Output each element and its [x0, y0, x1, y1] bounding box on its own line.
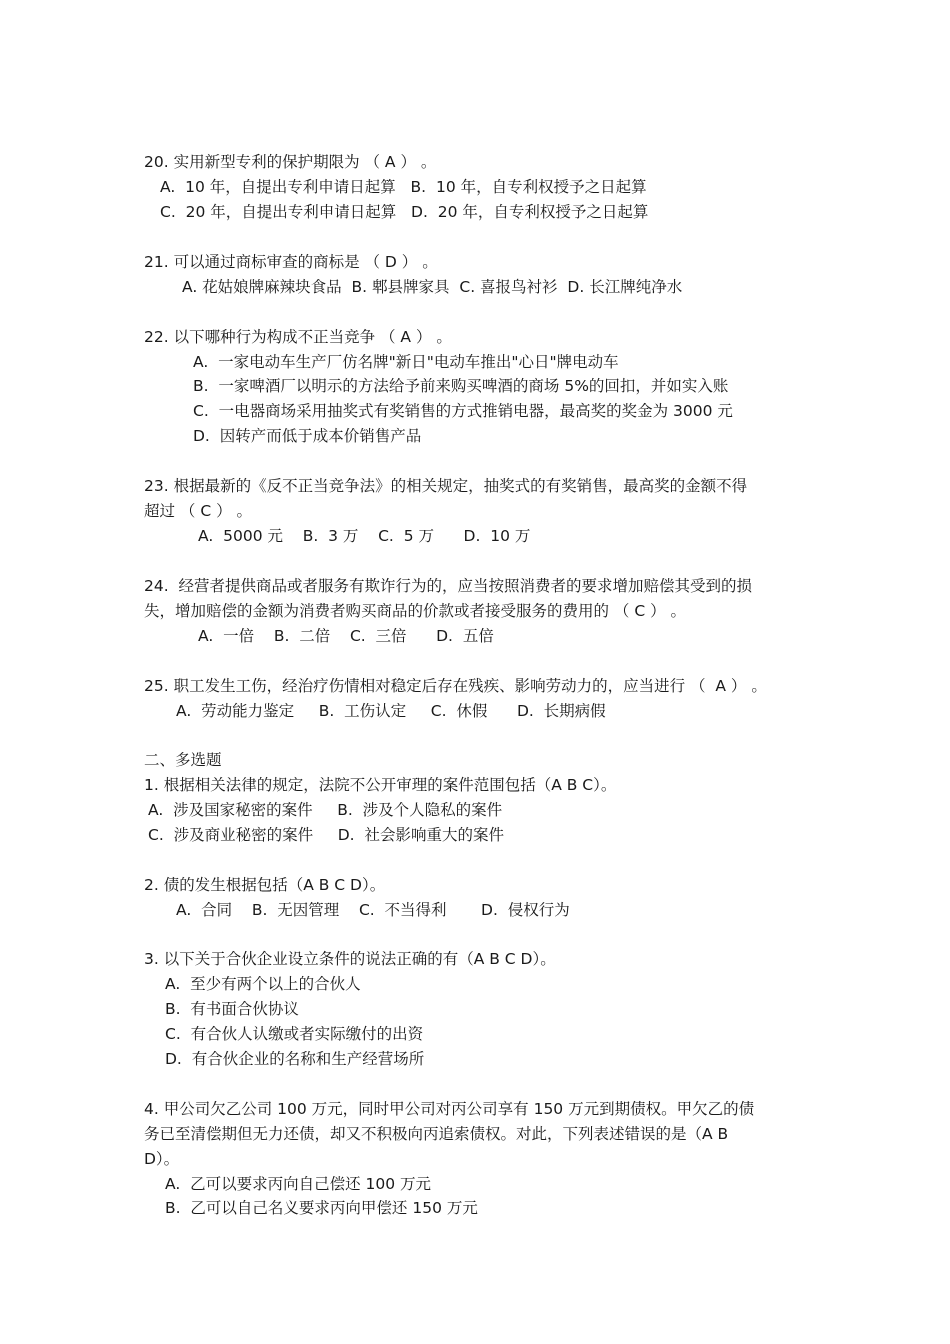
question-25-options: A. 劳动能力鉴定 B. 工伤认定 C. 休假 D. 长期病假 — [176, 702, 606, 720]
question-25-stem: 25. 职工发生工伤，经治疗伤情相对稳定后存在残疾、影响劳动力的，应当进行 （ A ） 。 — [144, 677, 767, 695]
multi-question-3-option-c: C. 有合伙人认缴或者实际缴付的出资 — [165, 1025, 424, 1043]
question-22-stem: 22. 以下哪种行为构成不正当竞争 （ A ） 。 — [144, 328, 452, 346]
multi-question-1-options-cd: C. 涉及商业秘密的案件 D. 社会影响重大的案件 — [148, 826, 504, 844]
question-22-option-d: D. 因转产而低于成本价销售产品 — [193, 427, 422, 445]
multi-question-4-option-b: B. 乙可以自己名义要求丙向甲偿还 150 万元 — [165, 1199, 478, 1217]
multi-question-2-options: A. 合同 B. 无因管理 C. 不当得利 D. 侵权行为 — [176, 901, 570, 919]
question-23-stem-line-1: 23. 根据最新的《反不正当竞争法》的相关规定，抽奖式的有奖销售，最高奖的金额不得 — [144, 477, 748, 495]
question-21-options: A. 花姑娘牌麻辣块食品 B. 郫县牌家具 C. 喜报鸟衬衫 D. 长江牌纯净水 — [182, 278, 683, 296]
question-22-option-a: A. 一家电动车生产厂仿名牌"新日"电动车推出"心日"牌电动车 — [193, 353, 619, 371]
question-24-options: A. 一倍 B. 二倍 C. 三倍 D. 五倍 — [198, 627, 494, 645]
question-20-stem: 20. 实用新型专利的保护期限为 （ A ） 。 — [144, 153, 437, 171]
multi-question-1-stem: 1. 根据相关法律的规定，法院不公开审理的案件范围包括（A B C）。 — [144, 776, 617, 794]
question-20-options-cd: C. 20 年，自提出专利申请日起算 D. 20 年，自专利权授予之日起算 — [160, 203, 649, 221]
multi-question-1-options-ab: A. 涉及国家秘密的案件 B. 涉及个人隐私的案件 — [148, 801, 503, 819]
multi-question-3-stem: 3. 以下关于合伙企业设立条件的说法正确的有（A B C D）。 — [144, 950, 556, 968]
multi-question-4-stem-line-1: 4. 甲公司欠乙公司 100 万元，同时甲公司对丙公司享有 150 万元到期债权。甲欠乙的债 — [144, 1100, 755, 1118]
multi-question-3-option-d: D. 有合伙企业的名称和生产经营场所 — [165, 1050, 425, 1068]
multi-question-4-option-a: A. 乙可以要求丙向自己偿还 100 万元 — [165, 1175, 432, 1193]
question-23-options: A. 5000 元 B. 3 万 C. 5 万 D. 10 万 — [198, 527, 531, 545]
question-22-option-b: B. 一家啤酒厂以明示的方法给予前来购买啤酒的商场 5%的回扣，并如实入账 — [193, 377, 729, 395]
section-title-multiple-choice: 二、多选题 — [144, 751, 222, 769]
question-20-options-ab: A. 10 年，自提出专利申请日起算 B. 10 年，自专利权授予之日起算 — [160, 178, 647, 196]
question-24-stem-line-1: 24. 经营者提供商品或者服务有欺诈行为的，应当按照消费者的要求增加赔偿其受到的损 — [144, 577, 753, 595]
question-23-stem-line-2: 超过 （ C ） 。 — [144, 502, 253, 520]
multi-question-4-stem-line-2: 务已至清偿期但无力还债，却又不积极向丙追索债权。对此，下列表述错误的是（A B — [144, 1125, 729, 1143]
multi-question-3-option-b: B. 有书面合伙协议 — [165, 1000, 299, 1018]
multi-question-3-option-a: A. 至少有两个以上的合伙人 — [165, 975, 361, 993]
multi-question-4-stem-line-3: D）。 — [144, 1150, 180, 1168]
question-22-option-c: C. 一电器商场采用抽奖式有奖销售的方式推销电器，最高奖的奖金为 3000 元 — [193, 402, 733, 420]
question-24-stem-line-2: 失，增加赔偿的金额为消费者购买商品的价款或者接受服务的费用的 （ C ） 。 — [144, 602, 687, 620]
multi-question-2-stem: 2. 债的发生根据包括（A B C D）。 — [144, 876, 386, 894]
question-21-stem: 21. 可以通过商标审查的商标是 （ D ） 。 — [144, 253, 438, 271]
